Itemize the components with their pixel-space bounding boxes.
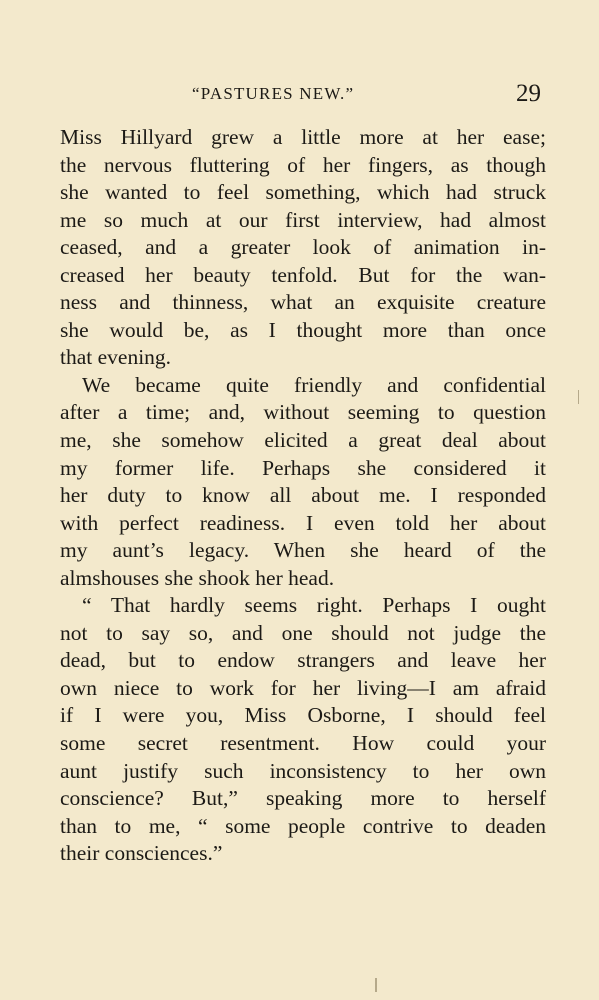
text-line: almshouses she shook her head. <box>60 565 335 590</box>
text-line: my former life. Perhaps she considered it <box>60 455 546 480</box>
text-line: ceased, and a greater look of animation in- <box>60 235 546 260</box>
text-line: own niece to work for her living—I am afraid <box>60 675 546 700</box>
text-line: me so much at our first interview, had almost <box>60 207 546 232</box>
text-line: than to me, “ some people contrive to deaden <box>60 813 546 838</box>
margin-mark <box>578 390 579 404</box>
paragraph <box>60 372 546 592</box>
paragraph <box>60 124 546 372</box>
text-line: creased her beauty tenfold. But for the wan- <box>60 262 546 287</box>
text-line: We became quite friendly and confidential <box>82 372 546 397</box>
body-text <box>60 124 546 868</box>
text-line: ness and thinness, what an exquisite creature <box>60 290 546 315</box>
margin-mark <box>375 978 377 992</box>
text-line: not to say so, and one should not judge the <box>60 620 546 645</box>
page-number: 29 <box>516 80 541 107</box>
text-line: after a time; and, without seeming to question <box>60 400 546 425</box>
text-line: dead, but to endow strangers and leave her <box>60 648 546 673</box>
text-line: that evening. <box>60 345 172 370</box>
text-line: me, she somehow elicited a great deal about <box>60 428 546 453</box>
text-line: she would be, as I thought more than once <box>60 317 546 342</box>
text-line: my aunt’s legacy. When she heard of the <box>60 538 546 563</box>
text-line: her duty to know all about me. I responded <box>60 483 546 508</box>
text-line: with perfect readiness. I even told her about <box>60 510 546 535</box>
text-line: some secret resentment. How could your <box>60 731 546 756</box>
text-line: aunt justify such inconsistency to her own <box>60 758 546 783</box>
text-line: she wanted to feel something, which had struck <box>60 180 546 205</box>
paragraph <box>60 592 546 867</box>
running-title: “PASTURES NEW.” <box>192 84 355 103</box>
text-line: “ That hardly seems right. Perhaps I ought <box>82 593 546 618</box>
text-line: their consciences.” <box>60 841 223 866</box>
text-line: if I were you, Miss Osborne, I should feel <box>60 703 546 728</box>
running-head <box>0 82 599 110</box>
text-line: the nervous fluttering of her fingers, as though <box>60 152 546 177</box>
text-line: conscience? But,” speaking more to herself <box>60 786 546 811</box>
text-line: Miss Hillyard grew a little more at her ease; <box>60 125 546 149</box>
